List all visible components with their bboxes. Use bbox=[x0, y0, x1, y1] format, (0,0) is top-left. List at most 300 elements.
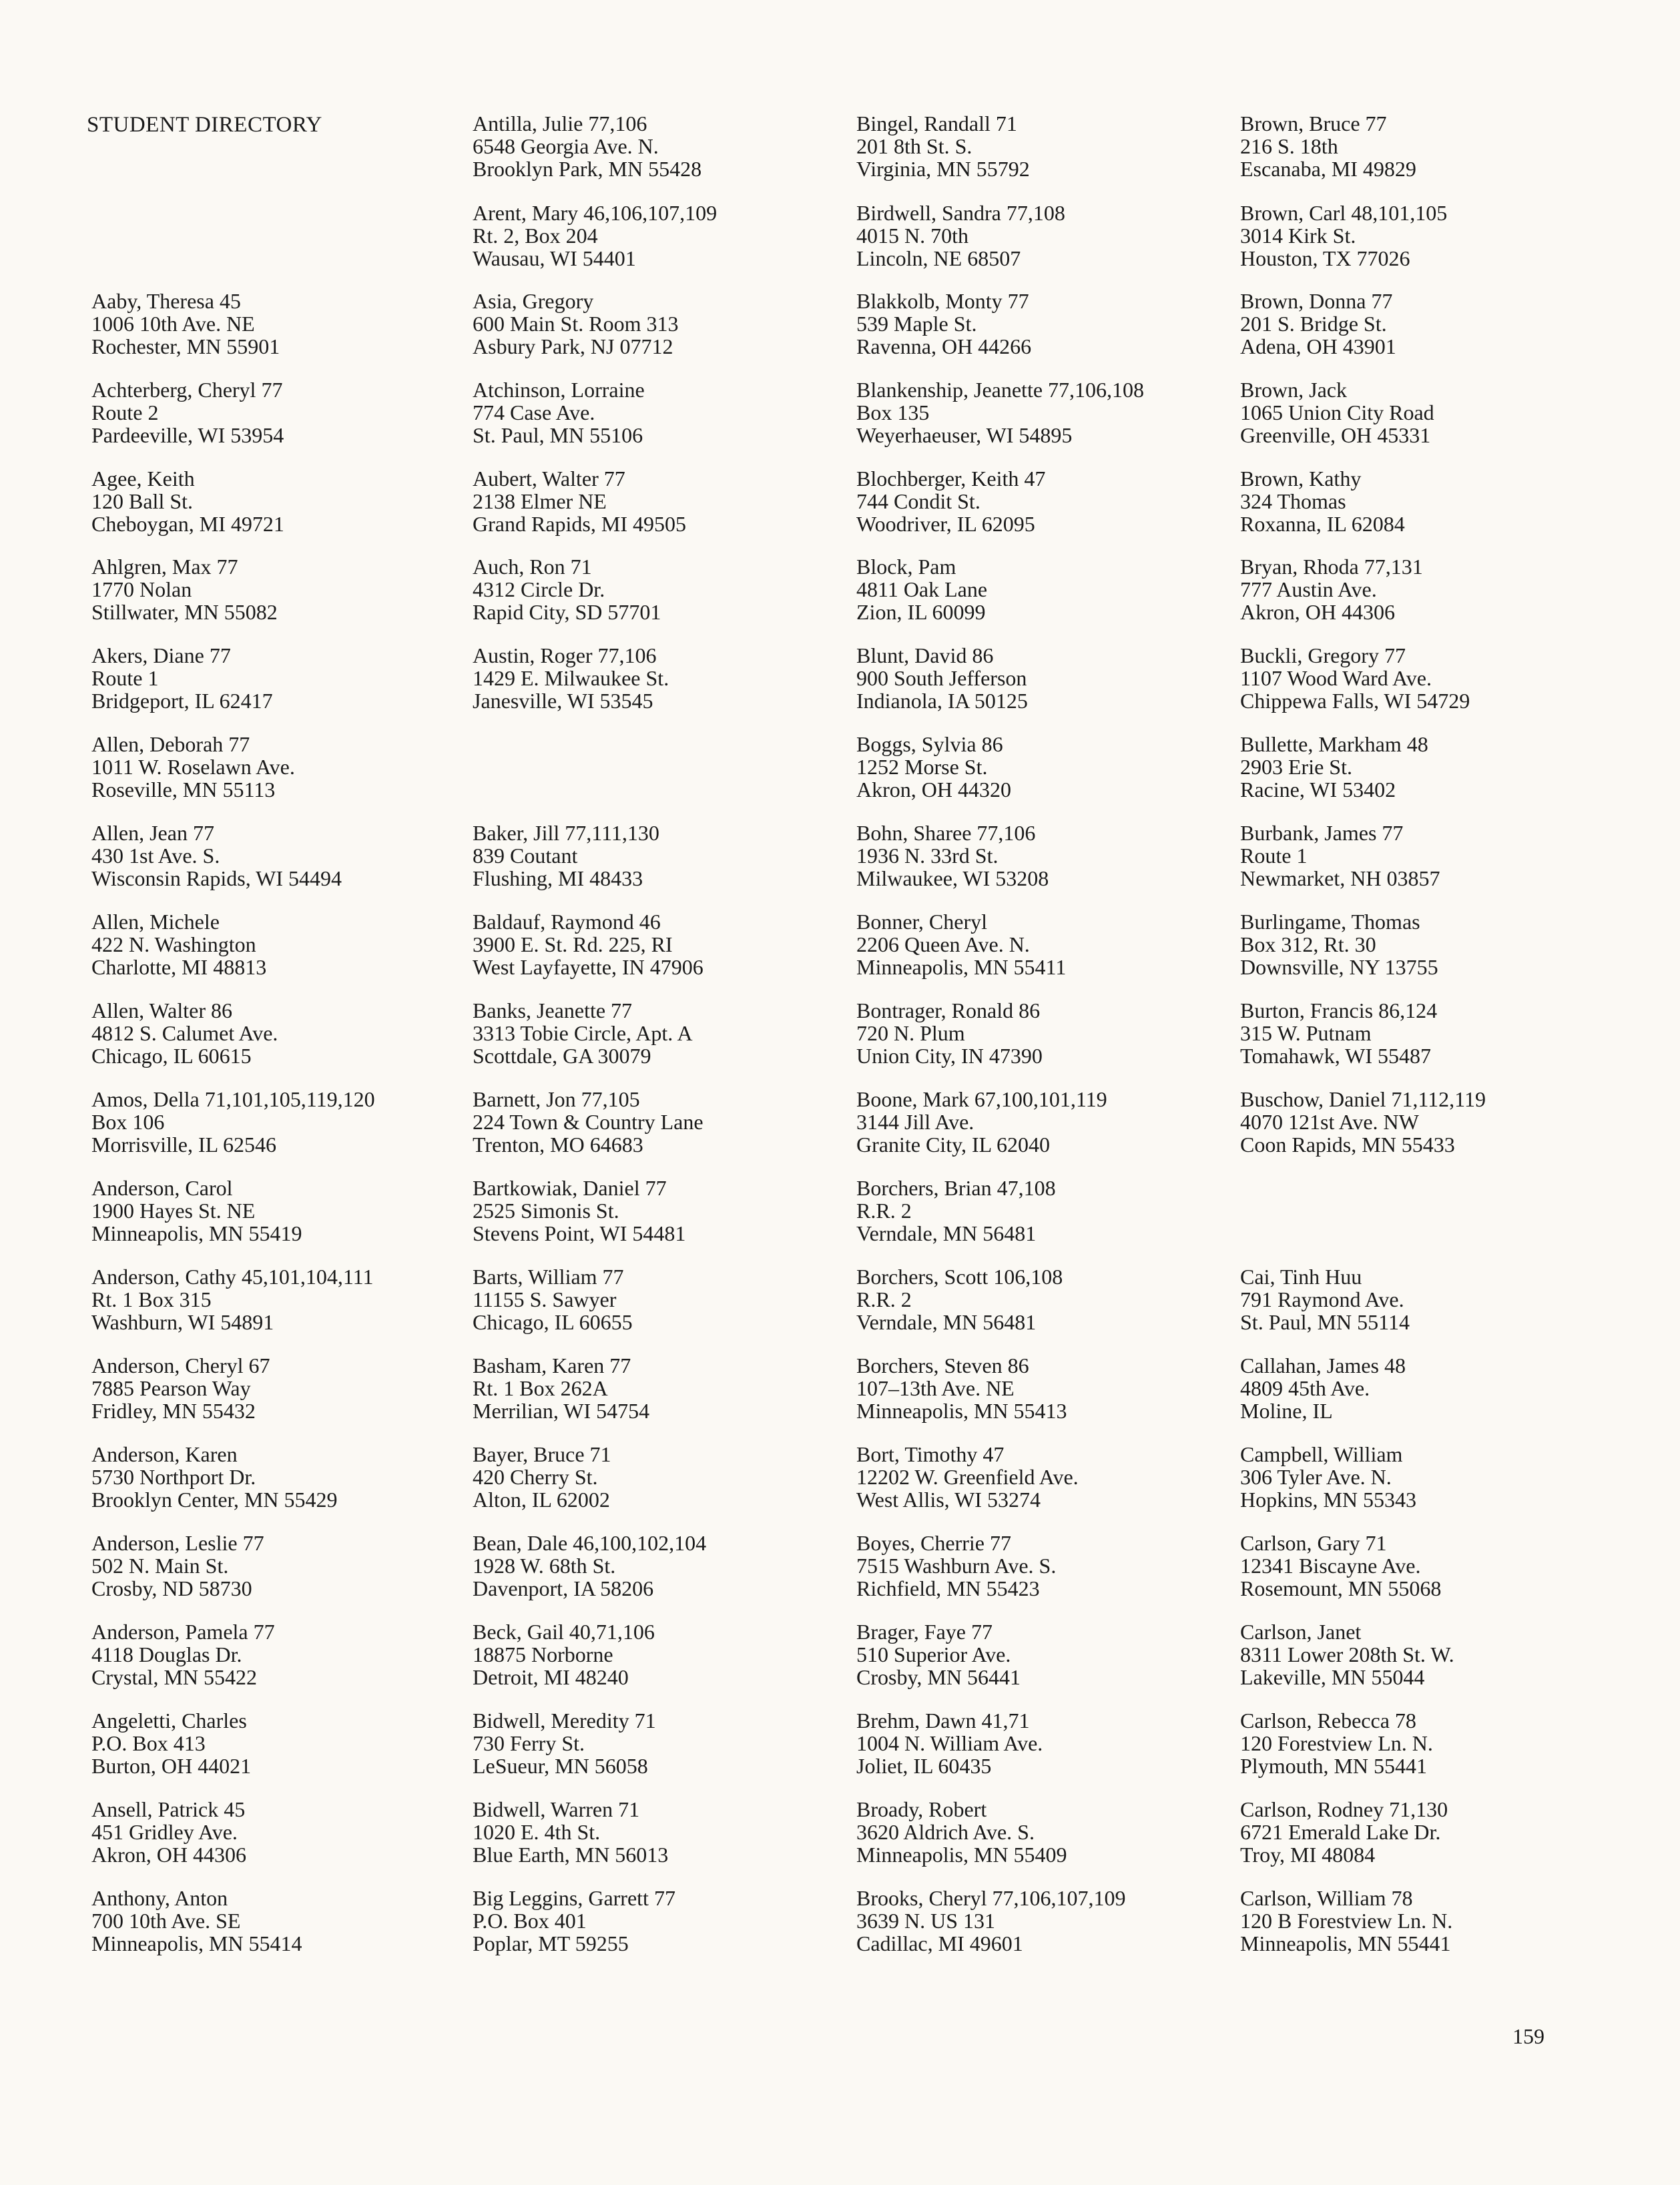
entry-street: Route 1 bbox=[91, 666, 159, 690]
entry-name: Bullette, Markham 48 bbox=[1240, 732, 1428, 756]
entry-street: 224 Town & Country Lane bbox=[473, 1110, 704, 1134]
directory-entry bbox=[473, 1177, 846, 1245]
entry-city: Charlotte, MI 48813 bbox=[91, 955, 267, 979]
directory-entry bbox=[1240, 1088, 1614, 1156]
directory-entry bbox=[91, 1532, 465, 1600]
entry-city: Cheboygan, MI 49721 bbox=[91, 512, 284, 536]
entry-street: 1928 W. 68th St. bbox=[473, 1554, 616, 1578]
directory-entry bbox=[91, 1620, 465, 1688]
entry-street: 4809 45th Ave. bbox=[1240, 1376, 1370, 1400]
entry-name: Blunt, David 86 bbox=[856, 643, 994, 667]
directory-entry bbox=[1240, 644, 1614, 712]
entry-street: 315 W. Putnam bbox=[1240, 1021, 1372, 1045]
entry-street: Box 135 bbox=[856, 400, 930, 424]
entry-city: Pardeeville, WI 53954 bbox=[91, 423, 284, 447]
entry-street: 539 Maple St. bbox=[856, 312, 977, 336]
directory-entry bbox=[856, 202, 1230, 270]
entry-street: 201 8th St. S. bbox=[856, 134, 972, 158]
entry-street: 3313 Tobie Circle, Apt. A bbox=[473, 1021, 693, 1045]
entry-street: 600 Main St. Room 313 bbox=[473, 312, 679, 336]
page-title: STUDENT DIRECTORY bbox=[87, 113, 322, 137]
entry-street: 5730 Northport Dr. bbox=[91, 1465, 256, 1489]
entry-city: Minneapolis, MN 55411 bbox=[856, 955, 1067, 979]
entry-street: 1900 Hayes St. NE bbox=[91, 1199, 256, 1223]
entry-name: Boggs, Sylvia 86 bbox=[856, 732, 1003, 756]
entry-city: Indianola, IA 50125 bbox=[856, 689, 1028, 713]
entry-name: Anderson, Cathy 45,101,104,111 bbox=[91, 1265, 374, 1289]
entry-name: Bidwell, Warren 71 bbox=[473, 1797, 640, 1821]
entry-city: Rosemount, MN 55068 bbox=[1240, 1576, 1442, 1600]
entry-street: 422 N. Washington bbox=[91, 932, 256, 956]
entry-city: Akron, OH 44306 bbox=[91, 1843, 246, 1867]
entry-name: Allen, Walter 86 bbox=[91, 998, 232, 1022]
entry-city: Joliet, IL 60435 bbox=[856, 1754, 992, 1778]
entry-city: Chicago, IL 60615 bbox=[91, 1044, 252, 1068]
directory-entry bbox=[856, 1354, 1230, 1422]
directory-entry bbox=[856, 1265, 1230, 1333]
page-number: 159 bbox=[1512, 2024, 1545, 2048]
entry-name: Anderson, Cheryl 67 bbox=[91, 1353, 270, 1377]
entry-city: Zion, IL 60099 bbox=[856, 600, 986, 624]
entry-street: 774 Case Ave. bbox=[473, 400, 595, 424]
entry-name: Anderson, Karen bbox=[91, 1442, 238, 1466]
entry-name: Carlson, Rebecca 78 bbox=[1240, 1708, 1416, 1733]
entry-city: Woodriver, IL 62095 bbox=[856, 512, 1035, 536]
entry-city: Escanaba, MI 49829 bbox=[1240, 157, 1416, 181]
entry-name: Anderson, Carol bbox=[91, 1176, 233, 1200]
entry-street: 1252 Morse St. bbox=[856, 755, 988, 779]
entry-street: 324 Thomas bbox=[1240, 489, 1346, 513]
directory-entry bbox=[856, 555, 1230, 623]
entry-name: Akers, Diane 77 bbox=[91, 643, 231, 667]
entry-city: Hopkins, MN 55343 bbox=[1240, 1488, 1417, 1512]
entry-city: Alton, IL 62002 bbox=[473, 1488, 610, 1512]
directory-entry bbox=[856, 1798, 1230, 1866]
directory-entry bbox=[91, 1709, 465, 1777]
directory-entry bbox=[856, 999, 1230, 1067]
entry-street: 1936 N. 33rd St. bbox=[856, 844, 999, 868]
entry-name: Asia, Gregory bbox=[473, 289, 594, 313]
entry-name: Allen, Deborah 77 bbox=[91, 732, 250, 756]
entry-city: Ravenna, OH 44266 bbox=[856, 334, 1032, 358]
directory-entry bbox=[473, 1265, 846, 1333]
entry-city: Minneapolis, MN 55441 bbox=[1240, 1931, 1451, 1955]
entry-city: Lakeville, MN 55044 bbox=[1240, 1665, 1425, 1689]
directory-entry bbox=[1240, 112, 1614, 180]
entry-name: Beck, Gail 40,71,106 bbox=[473, 1620, 655, 1644]
entry-street: 6548 Georgia Ave. N. bbox=[473, 134, 659, 158]
entry-name: Campbell, William bbox=[1240, 1442, 1403, 1466]
entry-street: P.O. Box 413 bbox=[91, 1731, 206, 1755]
directory-entry bbox=[473, 1354, 846, 1422]
entry-city: Merrilian, WI 54754 bbox=[473, 1399, 650, 1423]
directory-entry bbox=[856, 290, 1230, 358]
entry-street: 1770 Nolan bbox=[91, 577, 192, 601]
directory-entry bbox=[91, 1887, 465, 1955]
entry-name: Carlson, Rodney 71,130 bbox=[1240, 1797, 1448, 1821]
entry-city: Minneapolis, MN 55419 bbox=[91, 1221, 302, 1245]
entry-name: Arent, Mary 46,106,107,109 bbox=[473, 201, 718, 225]
entry-city: Bridgeport, IL 62417 bbox=[91, 689, 273, 713]
entry-name: Borchers, Steven 86 bbox=[856, 1353, 1029, 1377]
directory-entry bbox=[1240, 1709, 1614, 1777]
entry-street: 1065 Union City Road bbox=[1240, 400, 1434, 424]
directory-entry bbox=[473, 202, 846, 270]
entry-name: Angeletti, Charles bbox=[91, 1708, 247, 1733]
entry-street: 1020 E. 4th St. bbox=[473, 1820, 601, 1844]
entry-city: Blue Earth, MN 56013 bbox=[473, 1843, 669, 1867]
directory-entry bbox=[1240, 202, 1614, 270]
entry-city: Lincoln, NE 68507 bbox=[856, 246, 1021, 270]
entry-street: 900 South Jefferson bbox=[856, 666, 1027, 690]
entry-city: Poplar, MT 59255 bbox=[473, 1931, 629, 1955]
entry-name: Bingel, Randall 71 bbox=[856, 111, 1017, 135]
directory-entry bbox=[91, 467, 465, 535]
directory-entry bbox=[473, 1620, 846, 1688]
directory-entry bbox=[91, 555, 465, 623]
entry-name: Brown, Bruce 77 bbox=[1240, 111, 1387, 135]
entry-street: 3144 Jill Ave. bbox=[856, 1110, 974, 1134]
entry-street: Rt. 2, Box 204 bbox=[473, 224, 598, 248]
entry-city: Newmarket, NH 03857 bbox=[1240, 866, 1440, 890]
entry-name: Aubert, Walter 77 bbox=[473, 466, 625, 491]
entry-name: Baldauf, Raymond 46 bbox=[473, 910, 661, 934]
entry-street: 3620 Aldrich Ave. S. bbox=[856, 1820, 1035, 1844]
entry-name: Bort, Timothy 47 bbox=[856, 1442, 1005, 1466]
entry-street: 4070 121st Ave. NW bbox=[1240, 1110, 1419, 1134]
entry-name: Burton, Francis 86,124 bbox=[1240, 998, 1438, 1022]
directory-entry bbox=[1240, 822, 1614, 890]
entry-street: 502 N. Main St. bbox=[91, 1554, 229, 1578]
entry-city: Minneapolis, MN 55414 bbox=[91, 1931, 302, 1955]
entry-name: Cai, Tinh Huu bbox=[1240, 1265, 1362, 1289]
entry-name: Antilla, Julie 77,106 bbox=[473, 111, 647, 135]
entry-city: Crosby, MN 56441 bbox=[856, 1665, 1021, 1689]
entry-city: Coon Rapids, MN 55433 bbox=[1240, 1133, 1455, 1157]
directory-entry bbox=[856, 1887, 1230, 1955]
entry-street: 791 Raymond Ave. bbox=[1240, 1287, 1404, 1311]
entry-name: Birdwell, Sandra 77,108 bbox=[856, 201, 1065, 225]
entry-street: 430 1st Ave. S. bbox=[91, 844, 220, 868]
entry-name: Borchers, Scott 106,108 bbox=[856, 1265, 1063, 1289]
directory-entry bbox=[1240, 1532, 1614, 1600]
directory-entry bbox=[473, 1709, 846, 1777]
entry-city: Trenton, MO 64683 bbox=[473, 1133, 643, 1157]
entry-city: Chicago, IL 60655 bbox=[473, 1310, 633, 1334]
entry-name: Aaby, Theresa 45 bbox=[91, 289, 241, 313]
directory-entry bbox=[473, 1088, 846, 1156]
entry-street: 120 Ball St. bbox=[91, 489, 194, 513]
entry-city: Roseville, MN 55113 bbox=[91, 777, 276, 802]
directory-entry bbox=[473, 999, 846, 1067]
entry-street: 777 Austin Ave. bbox=[1240, 577, 1377, 601]
entry-city: Crystal, MN 55422 bbox=[91, 1665, 257, 1689]
entry-street: 451 Gridley Ave. bbox=[91, 1820, 238, 1844]
entry-city: Detroit, MI 48240 bbox=[473, 1665, 629, 1689]
entry-city: Minneapolis, MN 55409 bbox=[856, 1843, 1067, 1867]
entry-city: Flushing, MI 48433 bbox=[473, 866, 643, 890]
directory-entry bbox=[1240, 999, 1614, 1067]
directory-entry bbox=[473, 467, 846, 535]
entry-name: Baker, Jill 77,111,130 bbox=[473, 821, 659, 845]
entry-street: 216 S. 18th bbox=[1240, 134, 1338, 158]
entry-street: 730 Ferry St. bbox=[473, 1731, 585, 1755]
entry-name: Bidwell, Meredity 71 bbox=[473, 1708, 656, 1733]
entry-name: Amos, Della 71,101,105,119,120 bbox=[91, 1087, 375, 1111]
entry-street: R.R. 2 bbox=[856, 1199, 912, 1223]
directory-entry bbox=[1240, 467, 1614, 535]
entry-name: Blochberger, Keith 47 bbox=[856, 466, 1046, 491]
entry-street: 201 S. Bridge St. bbox=[1240, 312, 1387, 336]
entry-street: 700 10th Ave. SE bbox=[91, 1909, 241, 1933]
entry-city: Houston, TX 77026 bbox=[1240, 246, 1410, 270]
directory-entry bbox=[856, 733, 1230, 801]
directory-entry bbox=[1240, 1620, 1614, 1688]
entry-street: Box 106 bbox=[91, 1110, 165, 1134]
entry-name: Basham, Karen 77 bbox=[473, 1353, 631, 1377]
entry-street: 12202 W. Greenfield Ave. bbox=[856, 1465, 1079, 1489]
entry-city: Burton, OH 44021 bbox=[91, 1754, 252, 1778]
entry-city: Tomahawk, WI 55487 bbox=[1240, 1044, 1431, 1068]
directory-entry bbox=[473, 1887, 846, 1955]
directory-entry bbox=[1240, 1443, 1614, 1511]
entry-street: 120 Forestview Ln. N. bbox=[1240, 1731, 1433, 1755]
entry-street: R.R. 2 bbox=[856, 1287, 912, 1311]
directory-entry bbox=[1240, 290, 1614, 358]
entry-street: 4812 S. Calumet Ave. bbox=[91, 1021, 278, 1045]
entry-name: Agee, Keith bbox=[91, 466, 195, 491]
directory-entry bbox=[473, 1798, 846, 1866]
directory-entry bbox=[91, 378, 465, 446]
entry-city: Stillwater, MN 55082 bbox=[91, 600, 278, 624]
directory-entry bbox=[856, 467, 1230, 535]
entry-street: 1006 10th Ave. NE bbox=[91, 312, 255, 336]
entry-name: Callahan, James 48 bbox=[1240, 1353, 1406, 1377]
entry-name: Allen, Michele bbox=[91, 910, 220, 934]
entry-street: 420 Cherry St. bbox=[473, 1465, 598, 1489]
directory-entry bbox=[473, 378, 846, 446]
entry-street: 7515 Washburn Ave. S. bbox=[856, 1554, 1057, 1578]
entry-street: Route 1 bbox=[1240, 844, 1308, 868]
entry-city: Wausau, WI 54401 bbox=[473, 246, 636, 270]
entry-city: Crosby, ND 58730 bbox=[91, 1576, 252, 1600]
entry-name: Carlson, Gary 71 bbox=[1240, 1531, 1387, 1555]
entry-city: Plymouth, MN 55441 bbox=[1240, 1754, 1428, 1778]
entry-city: Troy, MI 48084 bbox=[1240, 1843, 1376, 1867]
entry-street: Rt. 1 Box 315 bbox=[91, 1287, 212, 1311]
entry-street: 2206 Queen Ave. N. bbox=[856, 932, 1030, 956]
entry-name: Big Leggins, Garrett 77 bbox=[473, 1886, 675, 1910]
entry-city: Washburn, WI 54891 bbox=[91, 1310, 274, 1334]
entry-city: Downsville, NY 13755 bbox=[1240, 955, 1438, 979]
directory-entry bbox=[856, 1532, 1230, 1600]
entry-name: Barnett, Jon 77,105 bbox=[473, 1087, 640, 1111]
entry-city: Racine, WI 53402 bbox=[1240, 777, 1396, 802]
entry-name: Brown, Jack bbox=[1240, 378, 1347, 402]
directory-entry bbox=[473, 112, 846, 180]
directory-entry bbox=[1240, 1798, 1614, 1866]
entry-name: Anderson, Leslie 77 bbox=[91, 1531, 264, 1555]
entry-name: Brown, Kathy bbox=[1240, 466, 1362, 491]
entry-city: Verndale, MN 56481 bbox=[856, 1221, 1037, 1245]
entry-street: 3014 Kirk St. bbox=[1240, 224, 1356, 248]
directory-entry bbox=[1240, 733, 1614, 801]
entry-name: Boyes, Cherrie 77 bbox=[856, 1531, 1011, 1555]
entry-city: Greenville, OH 45331 bbox=[1240, 423, 1431, 447]
directory-entry bbox=[473, 910, 846, 978]
entry-name: Bontrager, Ronald 86 bbox=[856, 998, 1041, 1022]
entry-name: Bean, Dale 46,100,102,104 bbox=[473, 1531, 707, 1555]
directory-entry bbox=[1240, 378, 1614, 446]
directory-entry bbox=[1240, 1265, 1614, 1333]
directory-entry bbox=[91, 999, 465, 1067]
entry-name: Boone, Mark 67,100,101,119 bbox=[856, 1087, 1107, 1111]
entry-city: Asbury Park, NJ 07712 bbox=[473, 334, 673, 358]
entry-city: West Allis, WI 53274 bbox=[856, 1488, 1041, 1512]
directory-entry bbox=[856, 112, 1230, 180]
entry-name: Bonner, Cheryl bbox=[856, 910, 988, 934]
directory-entry bbox=[856, 1709, 1230, 1777]
entry-street: 3900 E. St. Rd. 225, RI bbox=[473, 932, 673, 956]
entry-city: Chippewa Falls, WI 54729 bbox=[1240, 689, 1470, 713]
directory-entry bbox=[91, 290, 465, 358]
entry-name: Brehm, Dawn 41,71 bbox=[856, 1708, 1030, 1733]
directory-entry bbox=[91, 1177, 465, 1245]
entry-street: 2138 Elmer NE bbox=[473, 489, 607, 513]
entry-street: 3639 N. US 131 bbox=[856, 1909, 996, 1933]
directory-entry bbox=[91, 1088, 465, 1156]
directory-entry bbox=[473, 290, 846, 358]
entry-city: LeSueur, MN 56058 bbox=[473, 1754, 648, 1778]
directory-entry bbox=[1240, 555, 1614, 623]
entry-name: Bryan, Rhoda 77,131 bbox=[1240, 555, 1423, 579]
entry-city: Stevens Point, WI 54481 bbox=[473, 1221, 686, 1245]
entry-city: Davenport, IA 58206 bbox=[473, 1576, 654, 1600]
entry-street: 1004 N. William Ave. bbox=[856, 1731, 1043, 1755]
entry-street: 120 B Forestview Ln. N. bbox=[1240, 1909, 1453, 1933]
entry-name: Banks, Jeanette 77 bbox=[473, 998, 633, 1022]
entry-name: Buckli, Gregory 77 bbox=[1240, 643, 1406, 667]
directory-entry bbox=[91, 1354, 465, 1422]
entry-street: 8311 Lower 208th St. W. bbox=[1240, 1642, 1454, 1666]
directory-entry bbox=[473, 1532, 846, 1600]
entry-name: Carlson, Janet bbox=[1240, 1620, 1362, 1644]
entry-city: Richfield, MN 55423 bbox=[856, 1576, 1040, 1600]
entry-name: Burlingame, Thomas bbox=[1240, 910, 1420, 934]
entry-city: Cadillac, MI 49601 bbox=[856, 1931, 1023, 1955]
entry-city: St. Paul, MN 55114 bbox=[1240, 1310, 1410, 1334]
entry-city: Milwaukee, WI 53208 bbox=[856, 866, 1049, 890]
entry-street: 839 Coutant bbox=[473, 844, 578, 868]
entry-city: Union City, IN 47390 bbox=[856, 1044, 1043, 1068]
directory-entry bbox=[856, 910, 1230, 978]
entry-street: Box 312, Rt. 30 bbox=[1240, 932, 1376, 956]
entry-street: 744 Condit St. bbox=[856, 489, 981, 513]
entry-name: Bayer, Bruce 71 bbox=[473, 1442, 611, 1466]
directory-entry bbox=[856, 1177, 1230, 1245]
entry-name: Buschow, Daniel 71,112,119 bbox=[1240, 1087, 1486, 1111]
entry-name: Austin, Roger 77,106 bbox=[473, 643, 657, 667]
entry-city: Morrisville, IL 62546 bbox=[91, 1133, 276, 1157]
entry-name: Auch, Ron 71 bbox=[473, 555, 592, 579]
entry-name: Brown, Carl 48,101,105 bbox=[1240, 201, 1448, 225]
entry-name: Allen, Jean 77 bbox=[91, 821, 214, 845]
directory-entry bbox=[91, 1265, 465, 1333]
entry-street: 4015 N. 70th bbox=[856, 224, 968, 248]
entry-street: 4811 Oak Lane bbox=[856, 577, 988, 601]
entry-city: Grand Rapids, MI 49505 bbox=[473, 512, 686, 536]
entry-name: Carlson, William 78 bbox=[1240, 1886, 1413, 1910]
directory-entry bbox=[91, 822, 465, 890]
entry-city: Rapid City, SD 57701 bbox=[473, 600, 661, 624]
entry-name: Broady, Robert bbox=[856, 1797, 987, 1821]
directory-entry bbox=[1240, 1887, 1614, 1955]
entry-street: 1107 Wood Ward Ave. bbox=[1240, 666, 1432, 690]
entry-street: Rt. 1 Box 262A bbox=[473, 1376, 608, 1400]
directory-entry bbox=[856, 1088, 1230, 1156]
entry-city: Virginia, MN 55792 bbox=[856, 157, 1030, 181]
entry-street: 4118 Douglas Dr. bbox=[91, 1642, 242, 1666]
entry-name: Brager, Faye 77 bbox=[856, 1620, 993, 1644]
entry-name: Ansell, Patrick 45 bbox=[91, 1797, 246, 1821]
entry-name: Ahlgren, Max 77 bbox=[91, 555, 238, 579]
entry-street: 18875 Norborne bbox=[473, 1642, 613, 1666]
entry-city: St. Paul, MN 55106 bbox=[473, 423, 643, 447]
entry-name: Borchers, Brian 47,108 bbox=[856, 1176, 1056, 1200]
directory-entry bbox=[856, 1443, 1230, 1511]
entry-street: 720 N. Plum bbox=[856, 1021, 965, 1045]
entry-street: 1429 E. Milwaukee St. bbox=[473, 666, 669, 690]
directory-entry bbox=[473, 822, 846, 890]
entry-name: Block, Pam bbox=[856, 555, 956, 579]
entry-city: Minneapolis, MN 55413 bbox=[856, 1399, 1067, 1423]
entry-street: Route 2 bbox=[91, 400, 159, 424]
entry-name: Blakkolb, Monty 77 bbox=[856, 289, 1029, 313]
entry-street: 107–13th Ave. NE bbox=[856, 1376, 1015, 1400]
entry-name: Atchinson, Lorraine bbox=[473, 378, 645, 402]
directory-entry bbox=[1240, 910, 1614, 978]
entry-city: Roxanna, IL 62084 bbox=[1240, 512, 1405, 536]
entry-city: West Layfayette, IN 47906 bbox=[473, 955, 704, 979]
entry-name: Burbank, James 77 bbox=[1240, 821, 1404, 845]
entry-city: Rochester, MN 55901 bbox=[91, 334, 280, 358]
entry-name: Anthony, Anton bbox=[91, 1886, 228, 1910]
directory-entry bbox=[91, 1798, 465, 1866]
entry-name: Anderson, Pamela 77 bbox=[91, 1620, 275, 1644]
entry-street: 306 Tyler Ave. N. bbox=[1240, 1465, 1392, 1489]
directory-entry bbox=[856, 378, 1230, 446]
entry-city: Verndale, MN 56481 bbox=[856, 1310, 1037, 1334]
directory-entry bbox=[91, 1443, 465, 1511]
entry-name: Bartkowiak, Daniel 77 bbox=[473, 1176, 667, 1200]
directory-entry bbox=[473, 555, 846, 623]
entry-street: 2903 Erie St. bbox=[1240, 755, 1352, 779]
entry-name: Barts, William 77 bbox=[473, 1265, 624, 1289]
entry-city: Adena, OH 43901 bbox=[1240, 334, 1396, 358]
entry-city: Brooklyn Center, MN 55429 bbox=[91, 1488, 338, 1512]
directory-entry bbox=[473, 644, 846, 712]
directory-entry bbox=[91, 644, 465, 712]
directory-entry bbox=[91, 910, 465, 978]
entry-street: 2525 Simonis St. bbox=[473, 1199, 619, 1223]
entry-street: 12341 Biscayne Ave. bbox=[1240, 1554, 1421, 1578]
entry-name: Blankenship, Jeanette 77,106,108 bbox=[856, 378, 1145, 402]
entry-street: 510 Superior Ave. bbox=[856, 1642, 1011, 1666]
entry-name: Bohn, Sharee 77,106 bbox=[856, 821, 1036, 845]
entry-street: 4312 Circle Dr. bbox=[473, 577, 605, 601]
directory-entry bbox=[473, 1443, 846, 1511]
entry-city: Weyerhaeuser, WI 54895 bbox=[856, 423, 1073, 447]
